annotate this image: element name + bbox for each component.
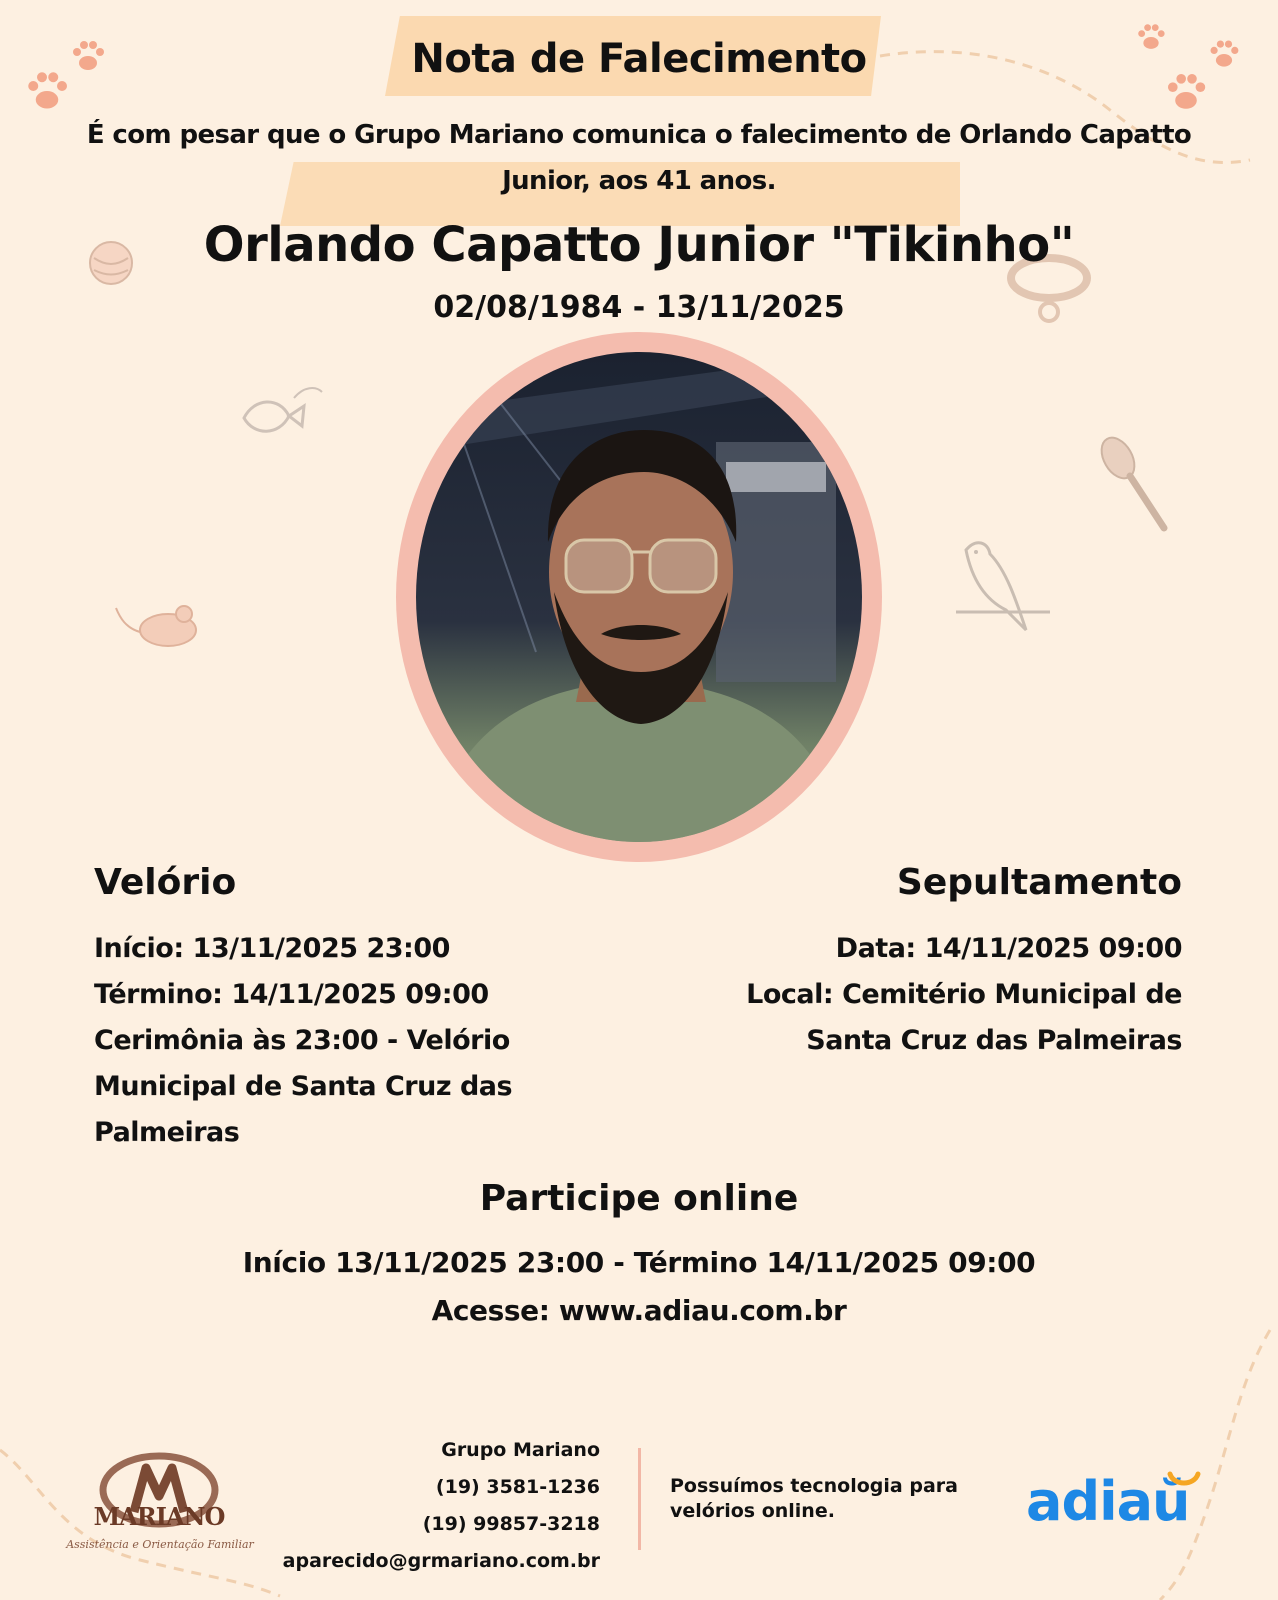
fish-icon: [234, 378, 324, 458]
intro-line-1: É com pesar que o Grupo Mariano comunica o falecimento de Orlando Capatto: [86, 120, 1192, 150]
contact-block: [240, 1432, 600, 1580]
sepultamento-line: Santa Cruz das Palmeiras: [806, 1025, 1182, 1056]
sepultamento-details: [690, 926, 1182, 1064]
sepultamento-line: Data: 14/11/2025 09:00: [835, 933, 1182, 964]
mariano-logo-tagline: Assistência e Orientação Familiar: [66, 1538, 254, 1551]
tech-line-2: velórios online.: [670, 1500, 835, 1522]
tech-text: [670, 1474, 990, 1524]
intro-text: [20, 112, 1258, 204]
deceased-photo: [416, 352, 862, 842]
online-access-link[interactable]: Acesse: www.adiau.com.br: [431, 1294, 847, 1327]
velorio-details: [94, 926, 564, 1156]
velorio-line: Palmeiras: [94, 1117, 240, 1148]
phone-number[interactable]: (19) 3581-1236: [435, 1476, 600, 1498]
page-title: Nota de Falecimento: [411, 36, 867, 82]
phone-number[interactable]: (19) 99857-3218: [422, 1513, 600, 1535]
velorio-line: Municipal de Santa Cruz das: [94, 1071, 513, 1102]
velorio-line: Cerimônia às 23:00 - Velório: [94, 1025, 510, 1056]
sepultamento-line: Local: Cemitério Municipal de: [746, 979, 1182, 1010]
intro-line-2: Junior, aos 41 anos.: [502, 166, 776, 196]
footer-divider: [638, 1448, 641, 1550]
bird-icon: [946, 530, 1056, 650]
email-link[interactable]: aparecido@grmariano.com.br: [282, 1550, 600, 1572]
velorio-title: Velório: [94, 862, 237, 903]
online-title: Participe online: [479, 1178, 799, 1219]
company-name: Grupo Mariano: [441, 1439, 600, 1461]
brush-icon: [1094, 430, 1174, 540]
velorio-line: Início: 13/11/2025 23:00: [94, 933, 450, 964]
deceased-name: Orlando Capatto Junior "Tikinho": [203, 217, 1075, 273]
velorio-line: Término: 14/11/2025 09:00: [94, 979, 489, 1010]
online-schedule: Início 13/11/2025 23:00 - Término 14/11/2025 09:00: [242, 1246, 1036, 1279]
tech-line-1: Possuímos tecnologia para: [670, 1475, 958, 1497]
life-dates: 02/08/1984 - 13/11/2025: [433, 290, 845, 325]
mariano-logo-text: MARIANO: [93, 1502, 225, 1531]
portrait-illustration: [416, 352, 862, 842]
sepultamento-title: Sepultamento: [896, 862, 1182, 903]
mouse-icon: [112, 598, 212, 658]
adiau-logo: adiaŭ: [1026, 1470, 1190, 1533]
